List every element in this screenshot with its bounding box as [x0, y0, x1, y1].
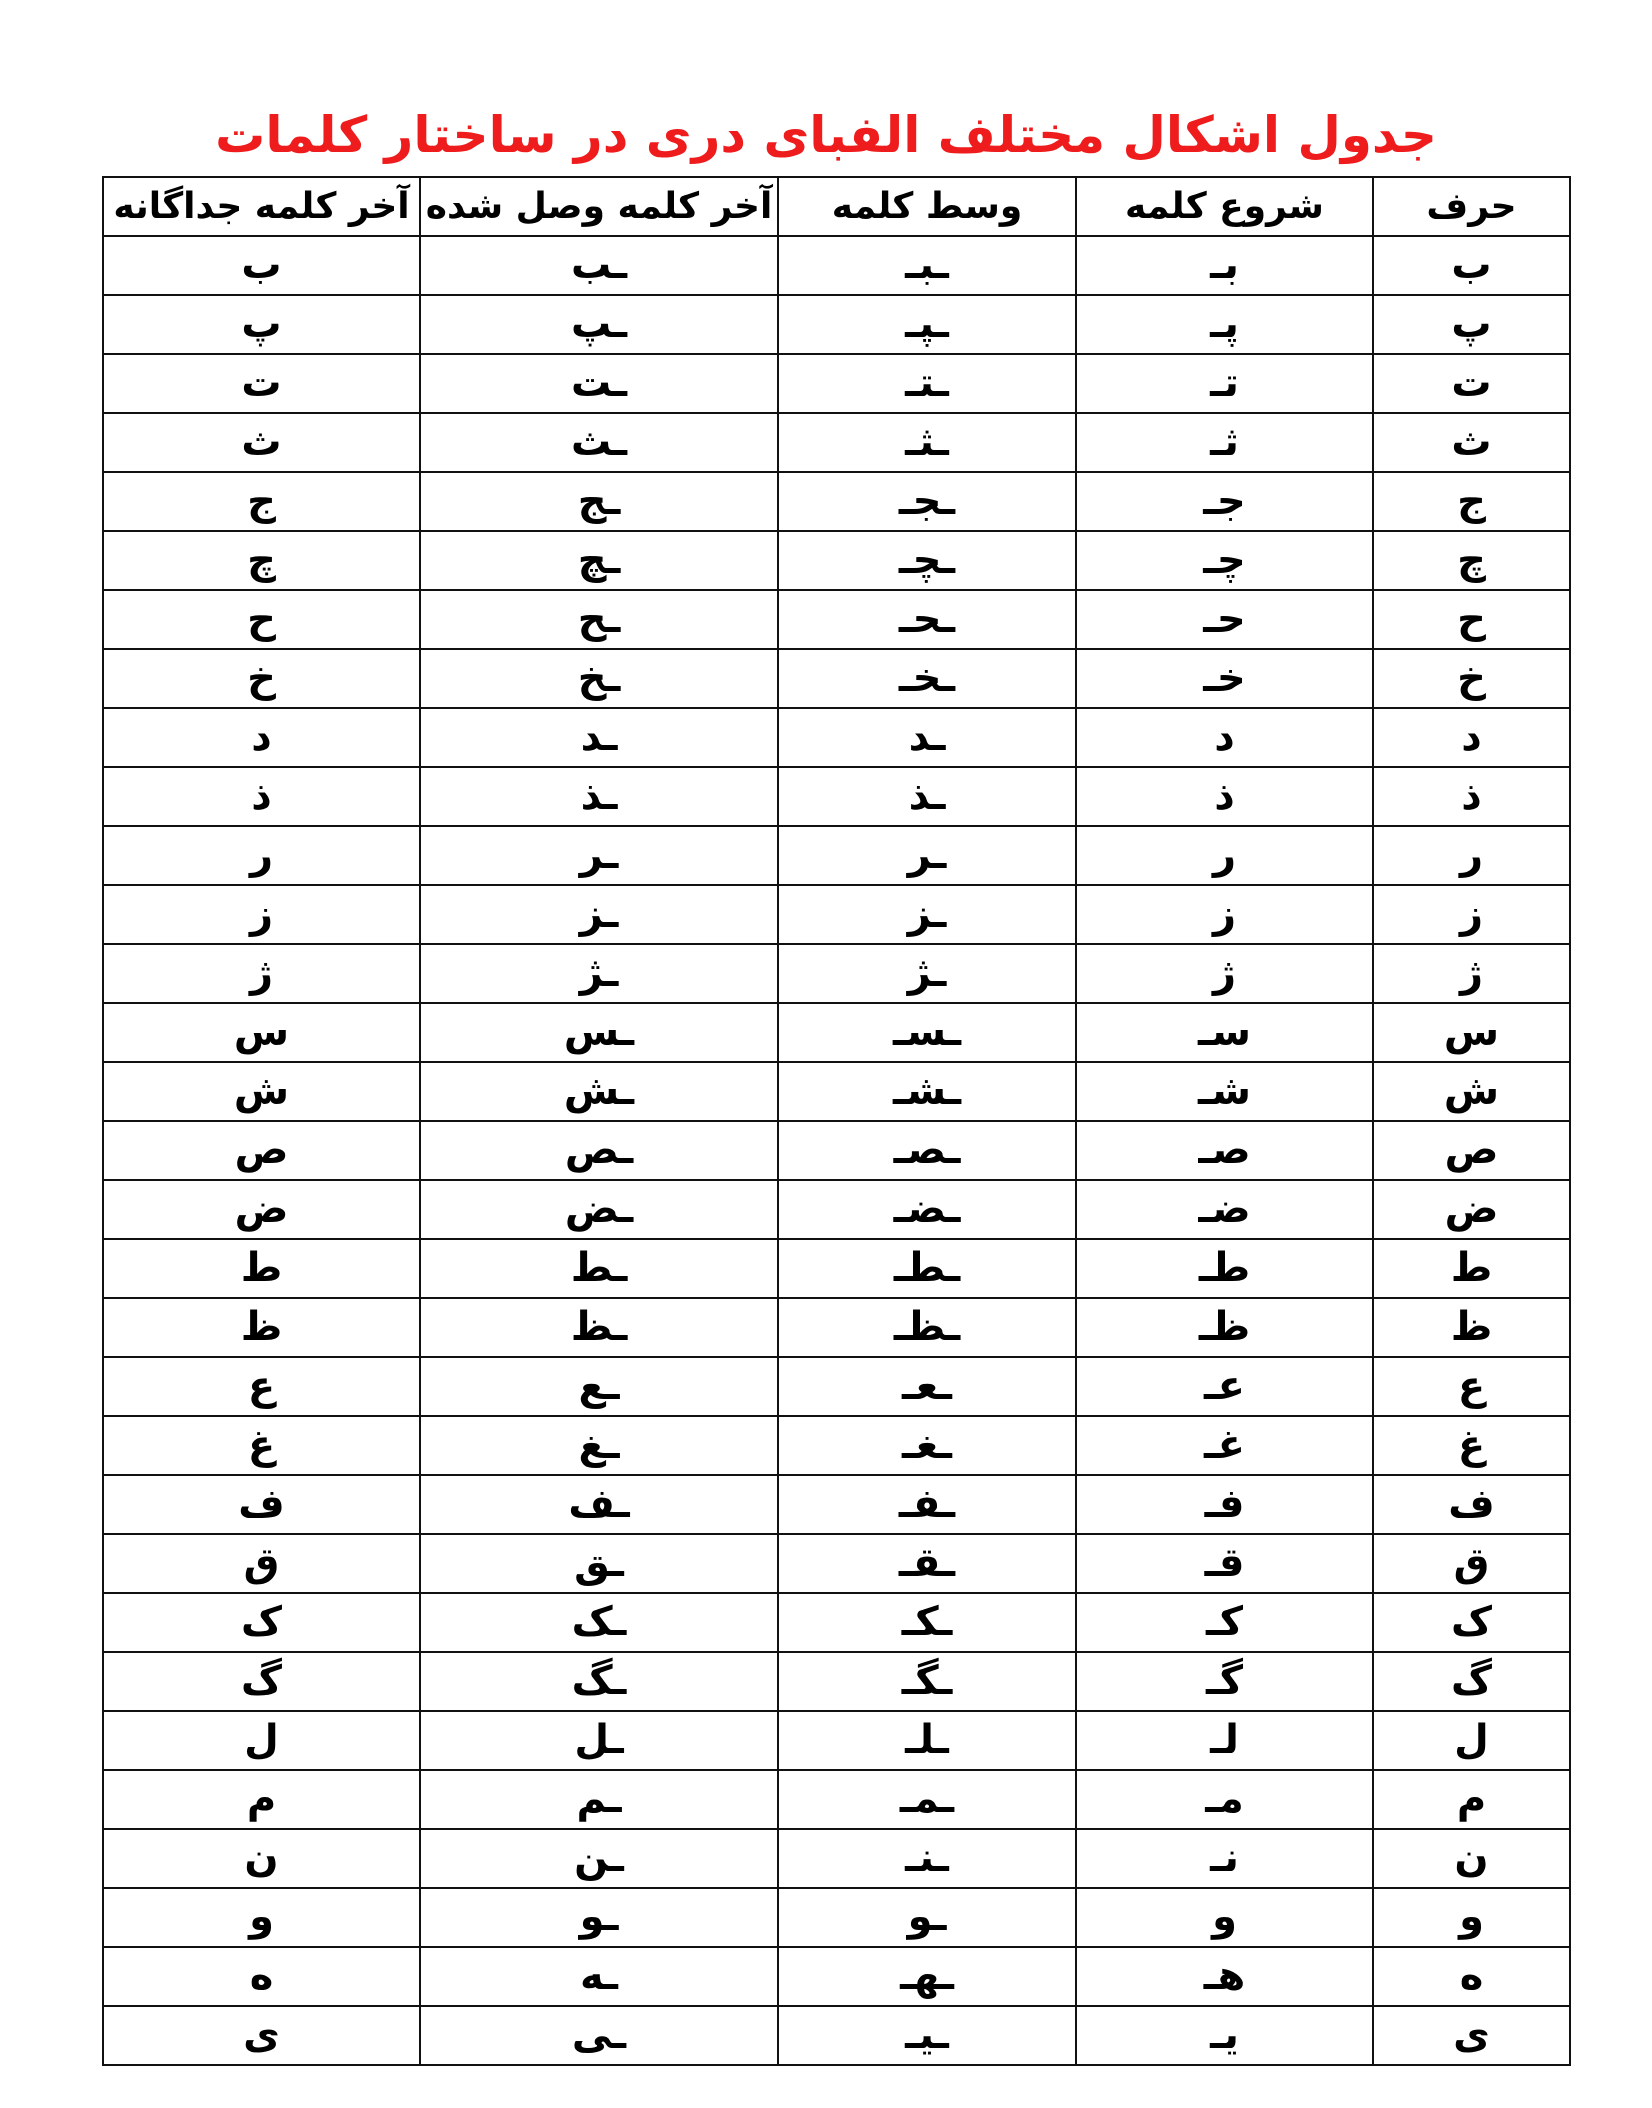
- cell-initial: گـ: [1076, 1652, 1373, 1711]
- cell-medial: ـیـ: [778, 2006, 1076, 2065]
- cell-final-connected: ـت: [420, 354, 778, 413]
- cell-final-isolated: ن: [103, 1829, 420, 1888]
- table-row: [103, 1121, 1570, 1180]
- cell-medial: ـذ: [778, 767, 1076, 826]
- cell-letter: غ: [1373, 1416, 1570, 1475]
- header-letter: حرف: [1373, 177, 1570, 236]
- cell-final-connected: ـگ: [420, 1652, 778, 1711]
- header-final-isolated: آخر کلمه جداگانه: [103, 177, 420, 236]
- table-row: [103, 1003, 1570, 1062]
- cell-letter: ث: [1373, 413, 1570, 472]
- cell-medial: ـصـ: [778, 1121, 1076, 1180]
- cell-medial: ـگـ: [778, 1652, 1076, 1711]
- cell-final-connected: ـق: [420, 1534, 778, 1593]
- cell-final-connected: ـی: [420, 2006, 778, 2065]
- cell-final-connected: ـح: [420, 590, 778, 649]
- cell-initial: سـ: [1076, 1003, 1373, 1062]
- cell-letter: ب: [1373, 236, 1570, 295]
- cell-medial: ـجـ: [778, 472, 1076, 531]
- cell-final-isolated: م: [103, 1770, 420, 1829]
- table-row: [103, 531, 1570, 590]
- cell-initial: ذ: [1076, 767, 1373, 826]
- cell-medial: ـکـ: [778, 1593, 1076, 1652]
- table-row: [103, 236, 1570, 295]
- table-row: [103, 767, 1570, 826]
- cell-letter: ض: [1373, 1180, 1570, 1239]
- table-row: [103, 1062, 1570, 1121]
- cell-letter: ف: [1373, 1475, 1570, 1534]
- table-row: [103, 472, 1570, 531]
- header-row: [103, 177, 1570, 236]
- cell-final-isolated: ر: [103, 826, 420, 885]
- cell-letter: ز: [1373, 885, 1570, 944]
- cell-final-isolated: ذ: [103, 767, 420, 826]
- cell-initial: یـ: [1076, 2006, 1373, 2065]
- cell-initial: ژ: [1076, 944, 1373, 1003]
- table-row: [103, 1888, 1570, 1947]
- cell-final-connected: ـو: [420, 1888, 778, 1947]
- cell-final-connected: ـس: [420, 1003, 778, 1062]
- table-row: [103, 1593, 1570, 1652]
- table-row: [103, 1534, 1570, 1593]
- cell-initial: ز: [1076, 885, 1373, 944]
- alphabet-forms-table: [102, 176, 1571, 2066]
- cell-initial: قـ: [1076, 1534, 1373, 1593]
- cell-final-isolated: ه: [103, 1947, 420, 2006]
- cell-final-connected: ـش: [420, 1062, 778, 1121]
- cell-initial: مـ: [1076, 1770, 1373, 1829]
- table-row: [103, 1770, 1570, 1829]
- cell-letter: ن: [1373, 1829, 1570, 1888]
- table-row: [103, 885, 1570, 944]
- cell-initial: بـ: [1076, 236, 1373, 295]
- cell-letter: ر: [1373, 826, 1570, 885]
- cell-final-isolated: ف: [103, 1475, 420, 1534]
- cell-initial: نـ: [1076, 1829, 1373, 1888]
- table-row: [103, 944, 1570, 1003]
- cell-medial: ـشـ: [778, 1062, 1076, 1121]
- cell-medial: ـظـ: [778, 1298, 1076, 1357]
- cell-initial: غـ: [1076, 1416, 1373, 1475]
- cell-medial: ـطـ: [778, 1239, 1076, 1298]
- cell-final-connected: ـج: [420, 472, 778, 531]
- cell-initial: حـ: [1076, 590, 1373, 649]
- cell-final-isolated: ظ: [103, 1298, 420, 1357]
- cell-initial: چـ: [1076, 531, 1373, 590]
- cell-medial: ـضـ: [778, 1180, 1076, 1239]
- cell-final-connected: ـط: [420, 1239, 778, 1298]
- cell-medial: ـحـ: [778, 590, 1076, 649]
- cell-final-isolated: ض: [103, 1180, 420, 1239]
- cell-letter: گ: [1373, 1652, 1570, 1711]
- cell-final-connected: ـذ: [420, 767, 778, 826]
- table-row: [103, 1475, 1570, 1534]
- cell-final-isolated: ق: [103, 1534, 420, 1593]
- cell-final-connected: ـم: [420, 1770, 778, 1829]
- cell-final-connected: ـض: [420, 1180, 778, 1239]
- cell-letter: ژ: [1373, 944, 1570, 1003]
- cell-initial: صـ: [1076, 1121, 1373, 1180]
- cell-letter: ی: [1373, 2006, 1570, 2065]
- table-row: [103, 1239, 1570, 1298]
- cell-final-isolated: ج: [103, 472, 420, 531]
- table-row: [103, 295, 1570, 354]
- cell-medial: ـثـ: [778, 413, 1076, 472]
- cell-final-connected: ـد: [420, 708, 778, 767]
- cell-initial: ر: [1076, 826, 1373, 885]
- cell-final-isolated: س: [103, 1003, 420, 1062]
- cell-final-isolated: ط: [103, 1239, 420, 1298]
- cell-letter: ق: [1373, 1534, 1570, 1593]
- cell-medial: ـغـ: [778, 1416, 1076, 1475]
- cell-final-connected: ـه: [420, 1947, 778, 2006]
- table-row: [103, 1180, 1570, 1239]
- cell-initial: طـ: [1076, 1239, 1373, 1298]
- cell-medial: ـهـ: [778, 1947, 1076, 2006]
- table-row: [103, 1652, 1570, 1711]
- cell-letter: ظ: [1373, 1298, 1570, 1357]
- cell-letter: ذ: [1373, 767, 1570, 826]
- cell-final-isolated: ث: [103, 413, 420, 472]
- cell-initial: ضـ: [1076, 1180, 1373, 1239]
- table-row: [103, 590, 1570, 649]
- table-row: [103, 1357, 1570, 1416]
- cell-final-connected: ـظ: [420, 1298, 778, 1357]
- cell-medial: ـمـ: [778, 1770, 1076, 1829]
- cell-final-isolated: د: [103, 708, 420, 767]
- cell-letter: خ: [1373, 649, 1570, 708]
- table-row: [103, 649, 1570, 708]
- table-row: [103, 1711, 1570, 1770]
- cell-letter: ش: [1373, 1062, 1570, 1121]
- cell-initial: خـ: [1076, 649, 1373, 708]
- cell-final-isolated: غ: [103, 1416, 420, 1475]
- cell-final-isolated: چ: [103, 531, 420, 590]
- cell-medial: ـلـ: [778, 1711, 1076, 1770]
- cell-medial: ـخـ: [778, 649, 1076, 708]
- cell-final-isolated: ب: [103, 236, 420, 295]
- cell-initial: ثـ: [1076, 413, 1373, 472]
- table-row: [103, 708, 1570, 767]
- cell-final-isolated: گ: [103, 1652, 420, 1711]
- cell-final-connected: ـن: [420, 1829, 778, 1888]
- header-initial: شروع کلمه: [1076, 177, 1373, 236]
- cell-medial: ـقـ: [778, 1534, 1076, 1593]
- cell-final-connected: ـپ: [420, 295, 778, 354]
- cell-final-isolated: ز: [103, 885, 420, 944]
- cell-final-isolated: ص: [103, 1121, 420, 1180]
- cell-final-connected: ـع: [420, 1357, 778, 1416]
- cell-initial: د: [1076, 708, 1373, 767]
- table-row: [103, 1947, 1570, 2006]
- cell-letter: ع: [1373, 1357, 1570, 1416]
- cell-letter: ل: [1373, 1711, 1570, 1770]
- cell-initial: تـ: [1076, 354, 1373, 413]
- table-row: [103, 2006, 1570, 2065]
- cell-final-connected: ـغ: [420, 1416, 778, 1475]
- cell-letter: س: [1373, 1003, 1570, 1062]
- cell-initial: هـ: [1076, 1947, 1373, 2006]
- cell-letter: ت: [1373, 354, 1570, 413]
- cell-final-connected: ـخ: [420, 649, 778, 708]
- cell-medial: ـچـ: [778, 531, 1076, 590]
- cell-initial: فـ: [1076, 1475, 1373, 1534]
- table-row: [103, 413, 1570, 472]
- cell-letter: ح: [1373, 590, 1570, 649]
- cell-final-isolated: و: [103, 1888, 420, 1947]
- cell-letter: ه: [1373, 1947, 1570, 2006]
- page-title: جدول اشکال مختلف الفبای دری در ساختار کلمات: [215, 106, 1437, 164]
- cell-medial: ـژ: [778, 944, 1076, 1003]
- table-body: [103, 236, 1570, 2065]
- table-row: [103, 1298, 1570, 1357]
- cell-medial: ـر: [778, 826, 1076, 885]
- cell-final-connected: ـف: [420, 1475, 778, 1534]
- cell-initial: ظـ: [1076, 1298, 1373, 1357]
- cell-medial: ـو: [778, 1888, 1076, 1947]
- cell-initial: شـ: [1076, 1062, 1373, 1121]
- cell-initial: عـ: [1076, 1357, 1373, 1416]
- table-row: [103, 1829, 1570, 1888]
- cell-medial: ـد: [778, 708, 1076, 767]
- cell-final-connected: ـژ: [420, 944, 778, 1003]
- cell-final-connected: ـر: [420, 826, 778, 885]
- cell-letter: ج: [1373, 472, 1570, 531]
- cell-final-isolated: ع: [103, 1357, 420, 1416]
- cell-final-isolated: ح: [103, 590, 420, 649]
- cell-final-connected: ـب: [420, 236, 778, 295]
- cell-medial: ـبـ: [778, 236, 1076, 295]
- cell-medial: ـنـ: [778, 1829, 1076, 1888]
- cell-final-connected: ـز: [420, 885, 778, 944]
- cell-final-isolated: ی: [103, 2006, 420, 2065]
- cell-letter: م: [1373, 1770, 1570, 1829]
- header-final-connected: آخر کلمه وصل شده: [420, 177, 778, 236]
- cell-letter: ک: [1373, 1593, 1570, 1652]
- cell-initial: پـ: [1076, 295, 1373, 354]
- cell-final-isolated: خ: [103, 649, 420, 708]
- cell-initial: و: [1076, 1888, 1373, 1947]
- cell-final-connected: ـچ: [420, 531, 778, 590]
- cell-final-isolated: ت: [103, 354, 420, 413]
- cell-final-isolated: پ: [103, 295, 420, 354]
- cell-medial: ـسـ: [778, 1003, 1076, 1062]
- table-row: [103, 1416, 1570, 1475]
- cell-medial: ـتـ: [778, 354, 1076, 413]
- cell-letter: ص: [1373, 1121, 1570, 1180]
- header-medial: وسط کلمه: [778, 177, 1076, 236]
- cell-letter: چ: [1373, 531, 1570, 590]
- table-row: [103, 354, 1570, 413]
- cell-initial: جـ: [1076, 472, 1373, 531]
- cell-final-isolated: ش: [103, 1062, 420, 1121]
- cell-final-connected: ـک: [420, 1593, 778, 1652]
- cell-letter: ط: [1373, 1239, 1570, 1298]
- cell-final-isolated: ل: [103, 1711, 420, 1770]
- cell-medial: ـپـ: [778, 295, 1076, 354]
- cell-letter: و: [1373, 1888, 1570, 1947]
- cell-letter: پ: [1373, 295, 1570, 354]
- cell-final-connected: ـص: [420, 1121, 778, 1180]
- cell-initial: لـ: [1076, 1711, 1373, 1770]
- cell-medial: ـعـ: [778, 1357, 1076, 1416]
- cell-final-connected: ـث: [420, 413, 778, 472]
- cell-initial: کـ: [1076, 1593, 1373, 1652]
- cell-final-isolated: ک: [103, 1593, 420, 1652]
- table-row: [103, 826, 1570, 885]
- cell-medial: ـز: [778, 885, 1076, 944]
- cell-final-connected: ـل: [420, 1711, 778, 1770]
- cell-medial: ـفـ: [778, 1475, 1076, 1534]
- cell-letter: د: [1373, 708, 1570, 767]
- cell-final-isolated: ژ: [103, 944, 420, 1003]
